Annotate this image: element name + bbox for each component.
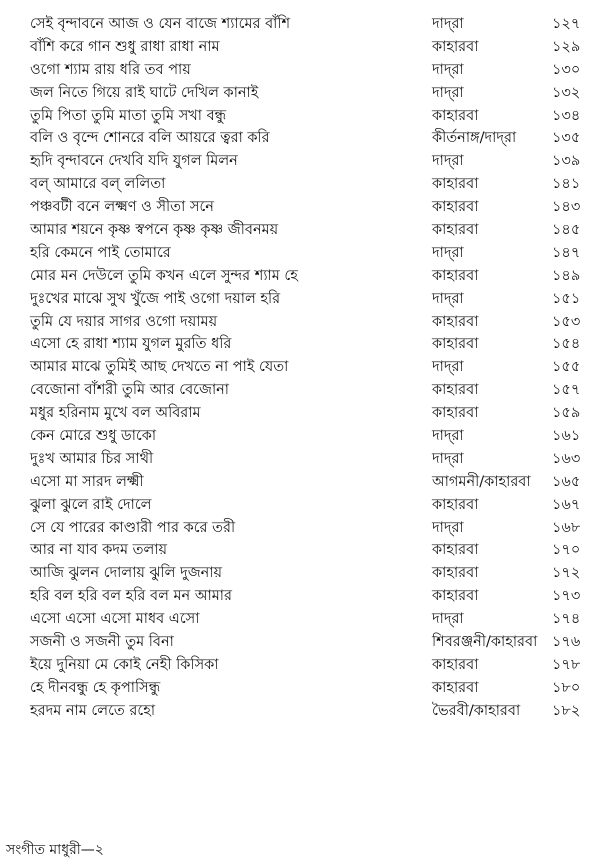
song-title: এসো হে রাধা শ্যাম যুগল মুরতি ধরি (30, 336, 232, 353)
toc-entry (0, 219, 600, 242)
toc-entry (0, 333, 600, 356)
toc-entry (0, 425, 600, 448)
song-title: ঝুলা ঝুলে রাই দোলে (30, 496, 152, 513)
song-title: পঞ্চবটী বনে লক্ষ্মণ ও সীতা সনে (30, 199, 214, 216)
table-of-contents (0, 13, 600, 723)
page-number: ১২৭ (552, 16, 581, 32)
toc-entry (0, 448, 600, 471)
taal-name: কাহারবা (432, 405, 479, 422)
song-title: ইয়ে দুনিয়া মে কোই নেহী কিসিকা (30, 656, 219, 673)
toc-entry (0, 311, 600, 334)
taal-name: কাহারবা (432, 176, 479, 193)
song-title: তুমি পিতা তুমি মাতা তুমি সখা বন্ধু (30, 107, 227, 124)
page-number: ১৬৭ (552, 496, 581, 513)
song-title: দুঃখ আমার চির সাথী (30, 450, 154, 467)
toc-entry (0, 379, 600, 402)
page-number: ১৫৩ (552, 313, 581, 330)
song-title: হে দীনবন্ধু হে কৃপাসিন্ধু (30, 679, 161, 696)
page-number: ১৪৫ (552, 222, 581, 239)
song-title: এসো মা সারদ লক্ষ্মী (30, 473, 144, 490)
taal-name: কাহারবা (432, 565, 479, 582)
song-title: হৃদি বৃন্দাবনে দেখবি যদি যুগল মিলন (30, 153, 238, 170)
toc-entry (0, 677, 600, 700)
page-number: ১৫১ (552, 290, 581, 307)
page-number: ১৭০ (552, 542, 581, 559)
page-number: ১৮০ (552, 679, 581, 696)
song-title: সে যে পারের কাণ্ডারী পার করে তরী (30, 519, 236, 536)
toc-entry (0, 402, 600, 425)
page-number: ১৬৮ (552, 519, 581, 536)
page-number: ১৬৫ (552, 473, 581, 490)
toc-entry (0, 585, 600, 608)
toc-entry (0, 105, 600, 128)
page-number: ১৩৫ (552, 130, 581, 147)
song-title: বাঁশি করে গান শুধু রাধা রাধা নাম (30, 38, 220, 55)
page-number: ১৫৫ (552, 359, 581, 376)
toc-entry (0, 150, 600, 173)
song-title: বল্ আমারে বল্ ললিতা (30, 176, 166, 193)
song-title: বলি ও বৃন্দে শোনরে বলি আয়রে ত্বরা করি (30, 130, 270, 147)
toc-entry (0, 173, 600, 196)
song-title: ওগো শ্যাম রায় ধরি তব পায় (30, 61, 191, 78)
toc-entry (0, 471, 600, 494)
toc-entry (0, 494, 600, 517)
taal-name: দাদ্‌রা (432, 611, 464, 628)
taal-name: কাহারবা (432, 588, 479, 605)
taal-name: দাদ্‌রা (432, 450, 464, 467)
page-number: ১৭৪ (552, 611, 581, 628)
taal-name: দাদ্‌রা (432, 153, 464, 170)
song-title: হরদম নাম লেতে রহো (30, 702, 156, 719)
toc-entry (0, 517, 600, 540)
song-title: কেন মোরে শুধু ডাকো (30, 428, 157, 445)
taal-name: কাহারবা (432, 107, 479, 124)
song-title: সেই বৃন্দাবনে আজ ও যেন বাজে শ্যামের বাঁশি (30, 16, 291, 32)
song-title: মধুর হরিনাম মুখে বল অবিরাম (30, 405, 201, 422)
toc-entry (0, 654, 600, 677)
page-footer: সংগীত মাধুরী—২ (6, 842, 104, 858)
page-number: ১৩৯ (552, 153, 581, 170)
toc-entry (0, 562, 600, 585)
song-title: হরি কেমনে পাই তোমারে (30, 244, 171, 261)
page-number: ১৭৬ (552, 634, 581, 651)
toc-entry (0, 539, 600, 562)
toc-entry (0, 242, 600, 265)
page-number: ১৫৯ (552, 405, 581, 422)
page-number: ১৩০ (552, 61, 581, 78)
taal-name: দাদ্‌রা (432, 61, 464, 78)
page-number: ১৪১ (552, 176, 581, 193)
taal-name: দাদ্‌রা (432, 16, 464, 32)
song-title: আজি ঝুলন দোলায় ঝুলি দুজনায় (30, 565, 223, 582)
song-title: মোর মন দেউলে তুমি কখন এলে সুন্দর শ্যাম হে (30, 267, 298, 284)
page-number: ১২৯ (552, 38, 581, 55)
page-number: ১৫৪ (552, 336, 581, 353)
toc-entry (0, 608, 600, 631)
song-title: বেজোনা বাঁশরী তুমি আর বেজোনা (30, 382, 230, 399)
page-number: ১৬১ (552, 428, 581, 445)
toc-entry (0, 631, 600, 654)
toc-entry (0, 36, 600, 59)
page-number: ১৬৩ (552, 450, 581, 467)
taal-name: কীর্তনাঙ্গ/দাদ্‌রা (432, 130, 517, 147)
taal-name: দাদ্‌রা (432, 428, 464, 445)
taal-name: কাহারবা (432, 496, 479, 513)
page-number: ১৩২ (552, 84, 581, 101)
taal-name: দাদ্‌রা (432, 84, 464, 101)
song-title: আর না যাব কদম তলায় (30, 542, 168, 559)
toc-entry (0, 265, 600, 288)
taal-name: কাহারবা (432, 336, 479, 353)
taal-name: কাহারবা (432, 542, 479, 559)
toc-entry (0, 700, 600, 723)
taal-name: কাহারবা (432, 267, 479, 284)
song-title: এসো এসো এসো মাধব এসো (30, 611, 200, 628)
page-number: ১৩৪ (552, 107, 581, 124)
toc-entry (0, 13, 600, 36)
toc-entry (0, 356, 600, 379)
taal-name: কাহারবা (432, 222, 479, 239)
taal-name: দাদ্‌রা (432, 519, 464, 536)
page-number: ১৭৮ (552, 656, 581, 673)
toc-entry (0, 59, 600, 82)
toc-entry (0, 288, 600, 311)
taal-name: শিবরঞ্জনী/কাহারবা (432, 634, 538, 651)
song-title: দুঃখের মাঝে সুখ খুঁজে পাই ওগো দয়াল হরি (30, 290, 281, 307)
toc-entry (0, 196, 600, 219)
page-number: ১৪৩ (552, 199, 581, 216)
taal-name: কাহারবা (432, 38, 479, 55)
taal-name: আগমনী/কাহারবা (432, 473, 531, 490)
page-number: ১৪৯ (552, 267, 581, 284)
song-title: আমার মাঝে তুমিই আছ দেখতে না পাই যেতা (30, 359, 289, 376)
taal-name: কাহারবা (432, 679, 479, 696)
song-title: সজনী ও সজনী তুম বিনা (30, 634, 174, 651)
taal-name: কাহারবা (432, 382, 479, 399)
song-title: হরি বল হরি বল হরি বল মন আমার (30, 588, 232, 605)
taal-name: কাহারবা (432, 656, 479, 673)
page-number: ১৫৭ (552, 382, 581, 399)
song-title: আমার শয়নে কৃষ্ণ স্বপনে কৃষ্ণ কৃষ্ণ জীবনময় (30, 222, 279, 239)
taal-name: কাহারবা (432, 199, 479, 216)
toc-entry (0, 127, 600, 150)
taal-name: দাদ্‌রা (432, 244, 464, 261)
taal-name: কাহারবা (432, 313, 479, 330)
song-title: তুমি যে দয়ার সাগর ওগো দয়াময় (30, 313, 218, 330)
page-number: ১৭৩ (552, 588, 581, 605)
taal-name: দাদ্‌রা (432, 290, 464, 307)
song-title: জল নিতে গিয়ে রাই ঘাটে দেখিল কানাই (30, 84, 259, 101)
page-number: ১৮২ (552, 702, 581, 719)
taal-name: দাদ্‌রা (432, 359, 464, 376)
page-number: ১৭২ (552, 565, 581, 582)
taal-name: ভৈরবী/কাহারবা (432, 702, 521, 719)
page-number: ১৪৭ (552, 244, 581, 261)
toc-entry (0, 82, 600, 105)
